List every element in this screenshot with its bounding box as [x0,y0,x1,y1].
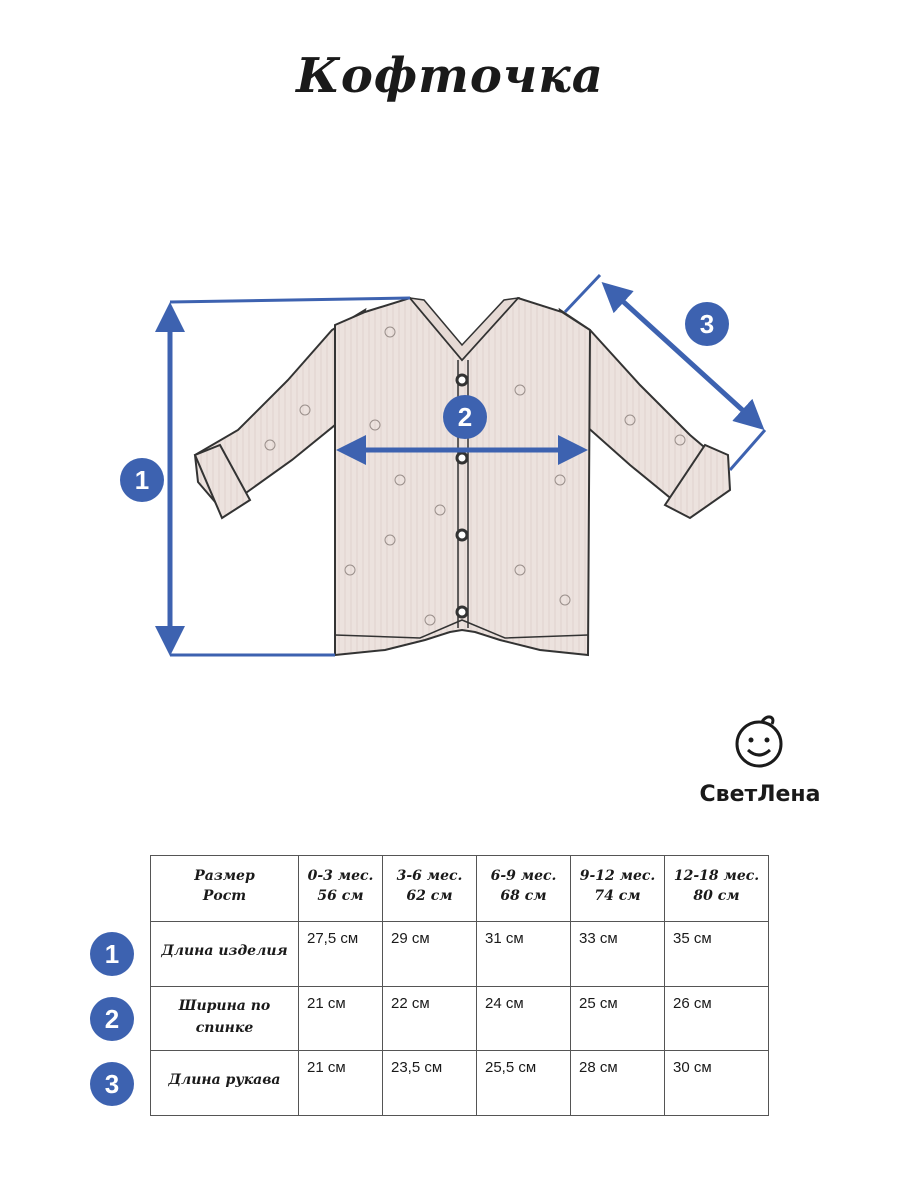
size-column-header: 9-12 мес. 74 см [571,856,665,922]
size-column-header: 12-18 мес. 80 см [665,856,769,922]
button [457,375,467,385]
table-cell: 22 см [383,987,477,1051]
size-column-header: 6-9 мес. 68 см [477,856,571,922]
table-cell: 24 см [477,987,571,1051]
size-table [150,855,769,1116]
table-row [151,987,769,1051]
button [457,607,467,617]
size-column-header: 0-3 мес. 56 см [299,856,383,922]
table-cell: 29 см [383,922,477,987]
table-cell: 27,5 см [299,922,383,987]
table-cell: 21 см [299,987,383,1051]
marker-3-label: 3 [699,309,715,339]
table-row [151,1051,769,1116]
page-title: Кофточка [296,48,604,104]
table-cell: 25 см [571,987,665,1051]
brand-logo [680,712,840,822]
row-marker-3: 3 [90,1062,134,1106]
table-cell: 28 см [571,1051,665,1116]
size-column-header: 3-6 мес. 62 см [383,856,477,922]
smiling-baby-face-icon [732,712,790,770]
button [457,530,467,540]
row-marker-1: 1 [90,932,134,976]
marker-3 [685,302,729,346]
button [457,453,467,463]
table-cell: 23,5 см [383,1051,477,1116]
header-size-label: Размер Рост [151,856,299,922]
marker-2-label: 2 [457,402,473,432]
table-cell: 35 см [665,922,769,987]
table-cell: 30 см [665,1051,769,1116]
marker-1 [120,458,164,502]
table-cell: 26 см [665,987,769,1051]
row-label: Длина рукава [151,1051,299,1116]
row-marker-2: 2 [90,997,134,1041]
row-label: Ширина по спинке [151,987,299,1051]
table-header-row [151,856,769,922]
table-row [151,922,769,987]
marker-1-label: 1 [134,465,150,495]
table-cell: 33 см [571,922,665,987]
marker-2 [443,395,487,439]
table-cell: 31 см [477,922,571,987]
brand-name: СветЛена [699,782,821,807]
garment-diagram [0,260,900,700]
table-cell: 25,5 см [477,1051,571,1116]
table-cell: 21 см [299,1051,383,1116]
row-label: Длина изделия [151,922,299,987]
